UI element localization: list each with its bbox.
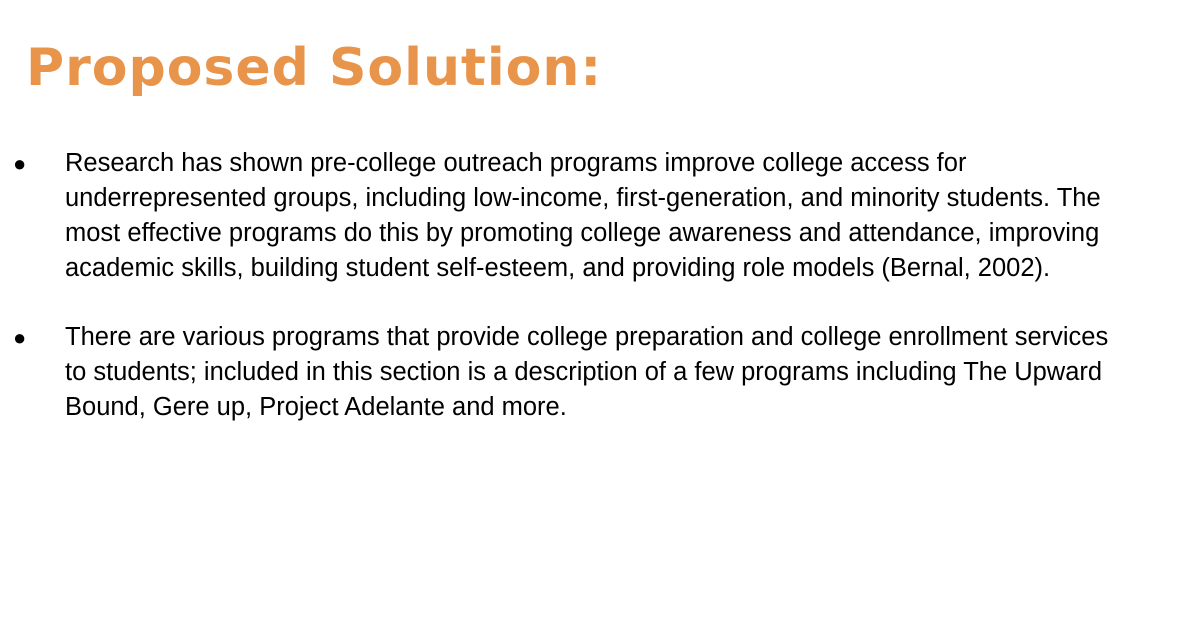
bullet-item (0, 320, 1130, 425)
bullet-text: There are various programs that provide college preparation and college enrollment services to students; included in this section is a description of a few programs including The Upward Bound, Gere up, Project Adelante and more. (65, 323, 1109, 421)
slide-title: Proposed Solution: (26, 38, 603, 98)
bullet-list (0, 146, 1130, 459)
bullet-item (0, 146, 1130, 286)
bullet-icon: ● (13, 151, 27, 176)
bullet-text: Research has shown pre-college outreach programs improve college access for underrepresented groups, including low-income, first-generation, and minority students. The most effective programs do this by promoting college awareness and attendance, improving academic skills, building student self-esteem, and providing role models (Bernal, 2002). (65, 149, 1101, 282)
bullet-icon: ● (13, 325, 27, 350)
